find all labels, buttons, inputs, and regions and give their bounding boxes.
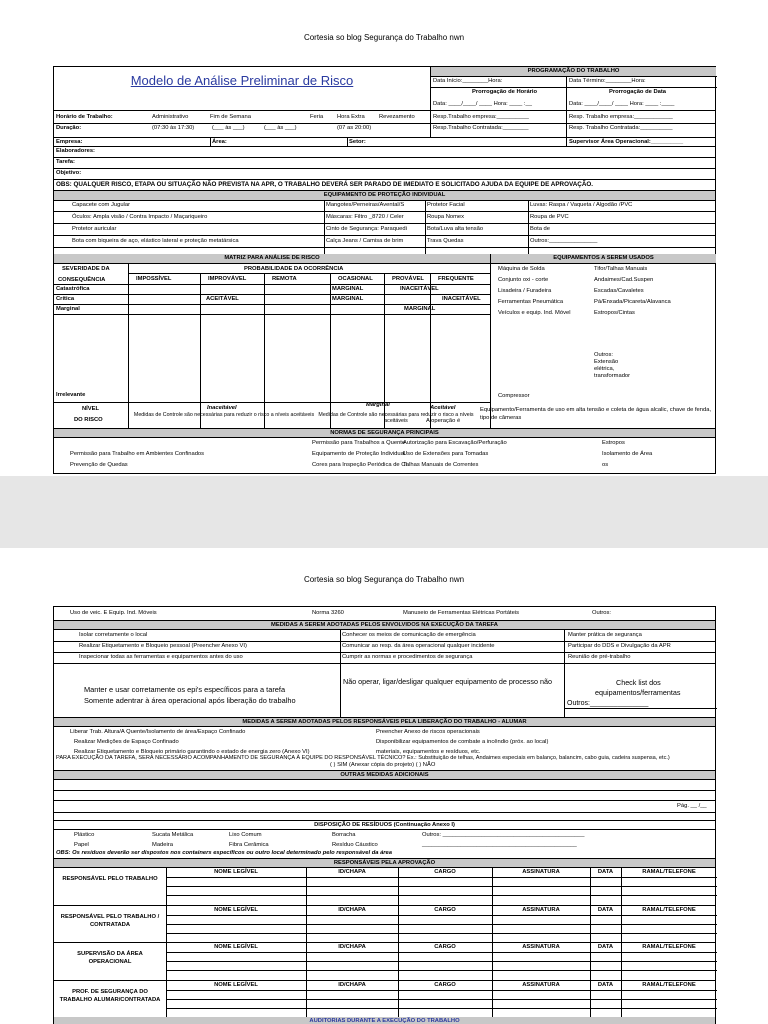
- epi-item[interactable]: Roupa Nomex: [427, 214, 465, 220]
- prorrog-data-hora-b: Data: ____/____/ ____ Hora: ____ :____: [569, 101, 675, 107]
- epi-item[interactable]: Trava Quedas: [427, 238, 464, 244]
- prob-col-header: FREQUENTE: [438, 276, 474, 282]
- resp-row-line: [54, 942, 715, 943]
- page-caption-2: Cortesia so blog Segurança do Trabalho nwn: [303, 575, 465, 584]
- probabilidade-header: PROBABILIDADE DA OCORRÊNCIA: [244, 266, 344, 272]
- epi-row-line: [54, 211, 715, 212]
- resp-sub-line: [166, 877, 717, 878]
- epi-row-line: [54, 223, 715, 224]
- epi-item[interactable]: Luvas: Raspa / Vaqueta / Algodão /PVC: [530, 202, 633, 208]
- equip-item: Ferramentas Pneumática: [498, 299, 564, 305]
- resp-empresa-2[interactable]: Resp. Trabalho empresa:____________: [569, 114, 673, 120]
- opt-feria[interactable]: Feria: [310, 114, 324, 120]
- resp-sub-line: [166, 1008, 717, 1009]
- matriz-header: MATRIZ PARA ANÁLISE DE RISCO: [54, 254, 490, 263]
- norma-item: Cores para Inspeção Periódica de Cl: [312, 462, 407, 468]
- norma-item: os: [602, 462, 609, 468]
- norma-item: Autorização para Escavação/Perfuração: [403, 440, 507, 446]
- norma-item: Equipamento de Proteção Individual: [312, 451, 406, 457]
- data-termino: Data Término:________Hora:: [569, 78, 646, 84]
- liberacao-header: MEDIDAS A SEREM ADOTADAS PELOS RESPONSÁVEIS PELA LIBERAÇÃO DO TRABALHO - ALUMAR: [54, 718, 715, 726]
- norma-item: Isolamento de Área: [602, 451, 653, 457]
- exec-row-line: [54, 663, 715, 664]
- norma-item: Permissão para Trabalhos a Quente: [312, 440, 406, 446]
- cell-inaceitavel-2: INACEITÁVEL: [442, 296, 481, 302]
- exec-item: Inspecionar todas as ferramentas e equipamentos antes do uso: [79, 654, 243, 660]
- epi-row-line: [54, 247, 715, 248]
- setor-field[interactable]: Setor:: [349, 139, 366, 145]
- equip-item: Veículos e equip. Ind. Móvel: [498, 310, 571, 316]
- epi-item[interactable]: Protetor auricular: [72, 226, 117, 232]
- prorrog-data: Prorrogação de Data: [609, 89, 667, 95]
- responsavel-col-header: DATA: [597, 981, 614, 988]
- responsavel-col-header: ASSINATURA: [522, 944, 560, 950]
- residuo-item[interactable]: Fibra Cerâmica: [229, 842, 269, 848]
- resp-empresa[interactable]: Resp.Trabalho empresa:__________: [433, 114, 529, 120]
- nivel-inaceitavel-desc: Medidas de Controle são necessárias para reduzir o risco a níveis aceitáveis: [133, 412, 315, 418]
- residuos-obs: OBS: Os resíduos deverão ser dispostos nos containers específicos ou outro local determinado pelo responsável da área: [56, 850, 392, 856]
- epi-header: EQUIPAMENTO DE PROTEÇÃO INDIVIDUAL: [54, 191, 715, 200]
- responsavel-col-header: CARGO: [434, 944, 456, 950]
- responsavel-col-header: CARGO: [434, 981, 456, 988]
- sev-critica: Crítica: [56, 296, 75, 302]
- norma-item: Talhas Manuais de Correntes: [403, 462, 479, 468]
- responsavel-col-header: NOME LEGÍVEL: [214, 906, 258, 913]
- area-field[interactable]: Área:: [212, 139, 227, 145]
- resp-row-line: [54, 980, 715, 981]
- prob-col-line: [200, 273, 201, 428]
- responsavel-col-header: CARGO: [434, 869, 456, 875]
- empresa-field[interactable]: Empresa:: [56, 139, 83, 145]
- norma-item: Prevenção de Quedas: [70, 462, 128, 468]
- elaboradores-field[interactable]: Elaboradores:: [56, 148, 95, 154]
- exec-header: MEDIDAS A SEREM ADOTADAS PELOS ENVOLVIDOS NA EXECUÇÃO DA TAREFA: [54, 621, 715, 629]
- form-title: Modelo de Análise Preliminar de Risco: [130, 73, 354, 88]
- outras-header: OUTRAS MEDIDAS ADICIONAIS: [54, 771, 715, 779]
- norma-item: Outros:: [592, 610, 612, 616]
- equip-outros: Outros: Extensão elétrica, transformador: [594, 352, 631, 379]
- norma-item: Uso de Extensões para Tomadas: [403, 451, 489, 457]
- epi-item[interactable]: Bota de: [530, 226, 550, 232]
- duracao-3: (___ às ___): [264, 125, 297, 131]
- responsavel-col-header: ID/CHAPA: [338, 906, 366, 913]
- responsavel-col-header: RAMAL/TELEFONE: [642, 944, 696, 950]
- exec-item: Participar do DDS e Divulgação da APR: [568, 643, 671, 649]
- exec-row-line: [54, 652, 715, 653]
- duracao-label: Duração:: [56, 125, 82, 131]
- responsavel-col-header: RAMAL/TELEFONE: [642, 869, 696, 875]
- responsavel-role: SUPERVISÃO DA ÁREA OPERACIONAL: [77, 951, 143, 965]
- liberacao-item: Realizar Etiquetamento e Bloqueio primário garantindo o estado de energia zero (Anexo VI): [74, 749, 310, 755]
- exec-epi: Manter e usar corretamente os epi's específicos para a tarefa: [84, 685, 286, 694]
- exec-item: Manter prática de segurança: [568, 632, 642, 638]
- responsavel-role: RESPONSÁVEL PELO TRABALHO: [62, 876, 158, 882]
- normas-header: NORMAS DE SEGURANÇA PRINCIPAIS: [54, 429, 715, 437]
- responsavel-role: RESPONSÁVEL PELO TRABALHO / CONTRATADA: [60, 913, 160, 928]
- responsavel-col-header: ID/CHAPA: [338, 944, 366, 950]
- nivel-aceitavel-desc: A operação é: [426, 418, 461, 424]
- equip-header: EQUIPAMENTOS A SEREM USADOS: [491, 254, 716, 263]
- responsavel-col-header: ASSINATURA: [522, 869, 560, 875]
- epi-item[interactable]: Calça Jeans / Camisa de brim: [326, 238, 404, 244]
- auditorias-header: AUDITORIAS DURANTE A EXECUÇÃO DO TRABALHO: [54, 1017, 715, 1024]
- norma-item: Manuseio de Ferramentas Elétricas Portáteis: [403, 610, 519, 616]
- exec-row-line: [54, 641, 715, 642]
- prorrog-horario: Prorrogação de Horário: [472, 89, 538, 95]
- residuo-item[interactable]: Madeira: [152, 842, 173, 848]
- epi-col-line: [425, 200, 426, 254]
- prob-col-line: [264, 273, 265, 428]
- exec-checklist-2: equipamentos/ferramentas: [595, 688, 681, 697]
- epi-item[interactable]: Máscaras: Filtro _8720 / Celer: [326, 214, 404, 220]
- prob-col-header: REMOTA: [272, 276, 297, 282]
- equip-item: Máquina de Solda: [498, 266, 545, 272]
- cell-aceitavel-1: ACEITÁVEL: [206, 296, 239, 302]
- responsavel-role: PROF. DE SEGURANÇA DO TRABALHO ALUMAR/CONTRATADA: [59, 988, 161, 1003]
- responsavel-col-header: ASSINATURA: [522, 906, 560, 913]
- residuo-item[interactable]: Outros: ____________________________________________: [422, 832, 585, 838]
- nivel-marginal: Marginal: [366, 402, 390, 408]
- epi-item[interactable]: Roupa de PVC: [530, 214, 569, 220]
- nivel-inaceitavel: Inaceitável: [207, 405, 237, 411]
- opt-revezamento[interactable]: Revezamento: [379, 114, 415, 120]
- norma-item: Estropos: [602, 440, 625, 446]
- resp-sub-line: [166, 999, 717, 1000]
- apr-form-continued: [53, 606, 716, 1024]
- responsavel-col-header: DATA: [597, 944, 614, 950]
- resp-sub-line: [166, 952, 717, 953]
- page-1: [0, 0, 768, 476]
- exec-nao-operar: Não operar, ligar/desligar qualquer equipamento de processo não: [343, 677, 552, 686]
- equip-item: Pá/Enxada/Picareta/Alavanca: [594, 299, 671, 305]
- liberacao-item: Preencher Anexo de riscos operacionais: [376, 729, 480, 735]
- equip-compressor: Compressor: [498, 393, 530, 399]
- sev-irrelevante: Irrelevante: [56, 392, 86, 398]
- resp-sub-line: [166, 886, 717, 887]
- sev-marginal: Marginal: [56, 306, 80, 312]
- prob-col-header: IMPROVÁVEL: [208, 276, 247, 282]
- epi-item[interactable]: Bota com biqueira de aço, elástico lateral e proteção metatársica: [72, 238, 239, 244]
- do-risco-label: DO RISCO: [74, 417, 103, 423]
- opt-fim-semana[interactable]: Fim de Semana: [210, 114, 251, 120]
- equip-item: Estropos/Cintas: [594, 310, 635, 316]
- exec-item: Cumprir as normas e procedimentos de segurança: [342, 654, 473, 660]
- page-number: Pág. __ /__: [677, 803, 707, 809]
- liberacao-item: Disponibilizar equipamentos de combate a incêndio (próx. ao local): [376, 739, 549, 745]
- page-caption: Cortesia so blog Segurança do Trabalho nwn: [303, 33, 465, 42]
- equip-item: Conjunto oxi - corte: [498, 277, 549, 283]
- responsavel-col-header: NOME LEGÍVEL: [214, 869, 258, 875]
- resp-row-line: [54, 905, 715, 906]
- responsavel-col-header: ASSINATURA: [522, 981, 560, 988]
- nivel-marginal-desc: Medidas de Controle são necessárias para reduzir o risco a níveis aceitáveis: [318, 412, 474, 424]
- equip-item: Andaimes/Cad.Suspen: [594, 277, 654, 283]
- prob-col-header: OCASIONAL: [338, 276, 373, 282]
- exec-item: Isolar corretamente o local: [79, 632, 148, 638]
- resp-sub-line: [166, 915, 717, 916]
- residuo-item[interactable]: Plástico: [74, 832, 95, 838]
- exec-checklist: Check list dos: [616, 678, 661, 687]
- norma-item: Permissão para Trabalho em Ambientes Confinados: [70, 451, 205, 457]
- data-inicio: Data Início:________Hora:: [433, 78, 503, 84]
- resp-sub-line: [166, 961, 717, 962]
- epi-item[interactable]: Bota/Luva alta tensão: [427, 226, 484, 232]
- responsavel-col-header: DATA: [597, 869, 614, 875]
- exec-item: Reunião de pré-trabalho: [568, 654, 631, 660]
- responsavel-col-header: NOME LEGÍVEL: [214, 981, 258, 988]
- resp-contratada-2[interactable]: Resp. Trabalho Contratada:__________: [569, 125, 673, 131]
- tarefa-field[interactable]: Tarefa:: [56, 159, 75, 165]
- resp-sub-line: [166, 970, 717, 971]
- horario-label: Horário de Trabalho:: [56, 114, 113, 120]
- responsavel-col-header: ID/CHAPA: [338, 869, 366, 875]
- liberacao-item: Realizar Medições de Espaço Confinado: [74, 739, 179, 745]
- epi-col-line: [324, 200, 325, 254]
- nivel-label: NÍVEL: [82, 406, 100, 412]
- duracao-2: (___ às ___): [212, 125, 245, 131]
- acompanhamento-options[interactable]: ( ) SIM (Anexar cópia do projeto) ( ) NÃO: [330, 762, 436, 768]
- responsavel-col-header: RAMAL/TELEFONE: [642, 981, 696, 988]
- exec-item: Conhecer os meios de comunicação de emergência: [342, 632, 476, 638]
- norma-item: Uso de veic. E Equip. Ind. Móveis: [70, 610, 157, 616]
- resp-sub-line: [166, 933, 717, 934]
- supervisor-field[interactable]: Supervisor Área Operacional:__________: [569, 139, 684, 145]
- equip-item: Lixadeira / Furadeira: [498, 288, 552, 294]
- exec-outros[interactable]: Outros:_______________: [567, 700, 649, 707]
- opt-administrativo[interactable]: Administrativo: [152, 114, 189, 120]
- responsavel-col-header: DATA: [597, 906, 614, 913]
- epi-item[interactable]: Outros:_______________: [530, 238, 598, 244]
- exec-item: Realizar Etiquetamento e Bloqueio pessoal (Preencher Anexo VI): [79, 643, 247, 649]
- exec-item: Comunicar ao resp. da área operacional qualquer incidente: [342, 643, 495, 649]
- resp-sub-line: [166, 895, 717, 896]
- epi-row-line: [54, 235, 715, 236]
- residuo-item[interactable]: Sucata Metálica: [152, 832, 194, 838]
- equip-item: Escadas/Cavaletes: [594, 288, 644, 294]
- severidade-label: SEVERIDADE DA: [62, 266, 110, 272]
- epi-item[interactable]: Cinto de Segurança: Paraquedi: [326, 226, 407, 232]
- prob-col-header: PROVÁVEL: [392, 276, 424, 282]
- duracao-1: (07:30 às 17:30): [152, 125, 195, 131]
- responsavel-col-header: CARGO: [434, 906, 456, 913]
- sev-catastrofica: Catastrófica: [56, 286, 90, 292]
- responsaveis-header: RESPONSÁVEIS PELA APROVAÇÃO: [54, 859, 715, 867]
- page-2: [0, 548, 768, 1024]
- duracao-4: (07 as 20:00): [337, 125, 372, 131]
- epi-item[interactable]: Mangotes/Perneiras/Avental/S: [326, 202, 405, 208]
- exec-adentrar: Somente adentrar à área operacional após liberação do trabalho: [84, 696, 296, 705]
- obs-notice: OBS: QUALQUER RISCO, ETAPA OU SITUAÇÃO NÃO PREVISTA NA APR, O TRABALHO DEVERÁ SER PARADO DE IMEDIATO E SOLICITADO AJUDA DA EQUIPE DE APROVAÇÃO.: [56, 181, 594, 188]
- acompanhamento-question: PARA EXECUÇÃO DA TAREFA, SERÁ NECESSÁRIO ACOMPANHAMENTO DE SEGURANÇA À EQUIPE DO RESPONSÁVEL TÉCNICO? Ex.: Substituição de telhas, Andaimes especiais em balanço, balancim, cabo guia, cadeira suspensa, etc.): [56, 755, 670, 761]
- responsavel-col-header: NOME LEGÍVEL: [214, 944, 258, 950]
- consequencia-label: CONSEQUÊNCIA: [58, 277, 106, 283]
- residuo-item[interactable]: Lixo Comum: [229, 832, 262, 838]
- objetivo-field[interactable]: Objetivo:: [56, 170, 82, 176]
- cell-inaceitavel-1: INACEITÁVEL: [400, 286, 439, 292]
- residuo-item[interactable]: Resíduo Cáustico: [332, 842, 378, 848]
- opt-hora-extra[interactable]: Hora Extra: [337, 114, 365, 120]
- resp-contratada[interactable]: Resp.Trabalho Contratada:________: [433, 125, 529, 131]
- residuo-item[interactable]: ________________________________________________: [422, 842, 577, 848]
- liberacao-item: materiais, equipamentos e resíduos, etc.: [376, 749, 481, 755]
- resp-sub-line: [166, 990, 717, 991]
- apr-form: [53, 66, 716, 474]
- epi-item[interactable]: Protetor Facial: [427, 202, 465, 208]
- prorrog-data-hora-a: Data: ____/____/ ____ Hora: ____ :__: [433, 101, 532, 107]
- liberacao-item: Liberar Trab. Altura/A Quente/Isolamento de área/Espaço Confinado: [70, 729, 246, 735]
- cell-marginal-2: MARGINAL: [332, 296, 364, 302]
- equip-item: Tifor/Talhas Manuais: [594, 266, 648, 272]
- resp-sub-line: [166, 924, 717, 925]
- programacao-header: PROGRAMAÇÃO DO TRABALHO: [431, 67, 716, 76]
- cell-marginal-1: MARGINAL: [332, 286, 364, 292]
- residuo-item[interactable]: Papel: [74, 842, 89, 848]
- equip-note: Equipamento/Ferramenta de uso em alta tensão e coleta de água alcalic, chave de fenda, tipo de câmeras: [480, 407, 712, 421]
- nivel-aceitavel: Aceitável: [430, 405, 456, 411]
- epi-col-line: [528, 200, 529, 254]
- residuos-header: DISPOSIÇÃO DE RESÍDUOS (Continuação Anexo I): [54, 821, 715, 829]
- prob-col-line: [330, 273, 331, 428]
- residuo-item[interactable]: Borracha: [332, 832, 356, 838]
- epi-item[interactable]: Óculos: Ampla visão / Contra Impacto / Maçariqueiro: [72, 214, 208, 220]
- norma-item: Norma 3260: [312, 610, 344, 616]
- epi-item[interactable]: Capacete com Jugular: [72, 202, 130, 208]
- responsavel-col-header: ID/CHAPA: [338, 981, 366, 988]
- cell-marginal-3: MARGINAL: [404, 306, 436, 312]
- prob-col-header: IMPOSSÍVEL: [136, 276, 172, 282]
- responsavel-col-header: RAMAL/TELEFONE: [642, 906, 696, 913]
